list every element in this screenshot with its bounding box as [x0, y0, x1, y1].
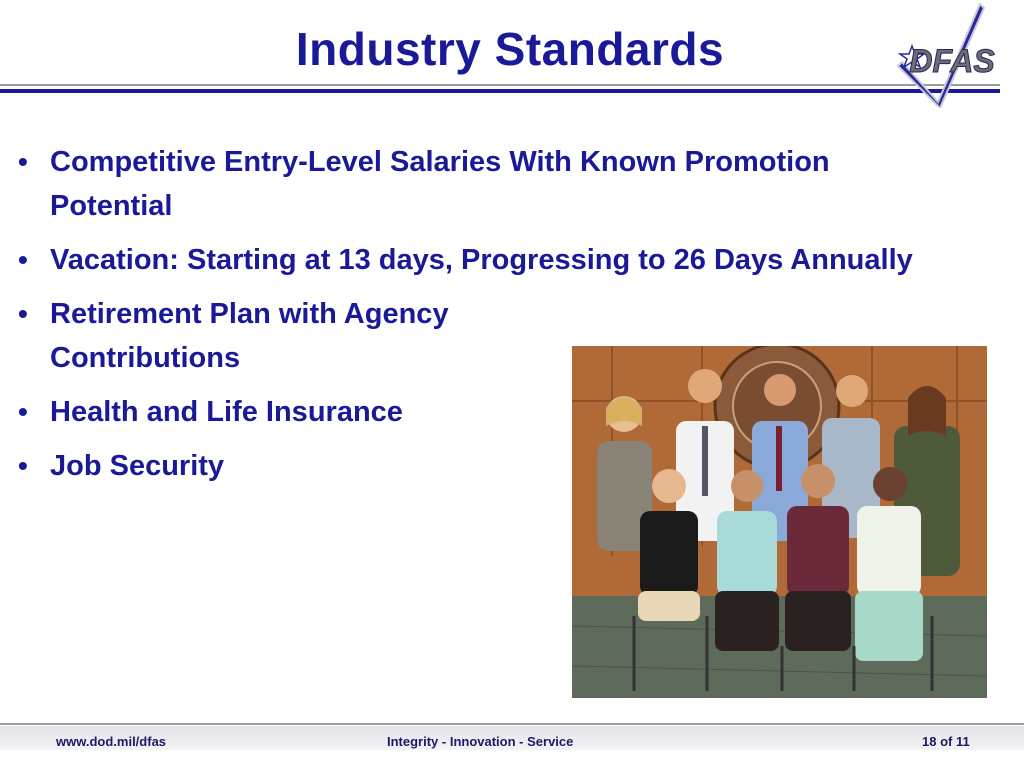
bullet-text: Job Security	[50, 450, 225, 482]
dfas-logo	[896, 0, 1000, 108]
bullet-dot-icon: •	[18, 396, 28, 427]
bullet-text: Vacation: Starting at 13 days, Progressing to 26 Days Annually	[50, 244, 913, 276]
bullet-text: Competitive Entry-Level Salaries With Known Promotion Potential	[50, 146, 830, 222]
title-divider-thin	[0, 84, 1000, 86]
logo-text: DFAS	[909, 43, 995, 79]
slide-title: Industry Standards	[295, 23, 725, 75]
bullet-dot-icon: •	[18, 244, 28, 275]
group-photo-illustration	[572, 346, 987, 698]
group-photo	[572, 346, 987, 698]
bullet-item	[18, 238, 1010, 282]
bullet-item	[18, 292, 470, 380]
bullet-dot-icon: •	[18, 146, 28, 177]
title-divider	[0, 89, 1000, 93]
footer-url[interactable]: www.dod.mil/dfas	[56, 734, 167, 749]
footer-divider	[0, 723, 1024, 725]
bullet-text: Retirement Plan with Agency Contributions	[50, 298, 449, 374]
footer-motto: Integrity - Innovation - Service	[387, 734, 574, 749]
bullet-dot-icon: •	[18, 298, 28, 329]
footer-bar	[0, 726, 1024, 750]
footer-page-number: 18 of 11	[922, 734, 970, 749]
bullet-item	[18, 140, 930, 228]
bullet-text: Health and Life Insurance	[50, 396, 403, 428]
bullet-dot-icon: •	[18, 450, 28, 481]
